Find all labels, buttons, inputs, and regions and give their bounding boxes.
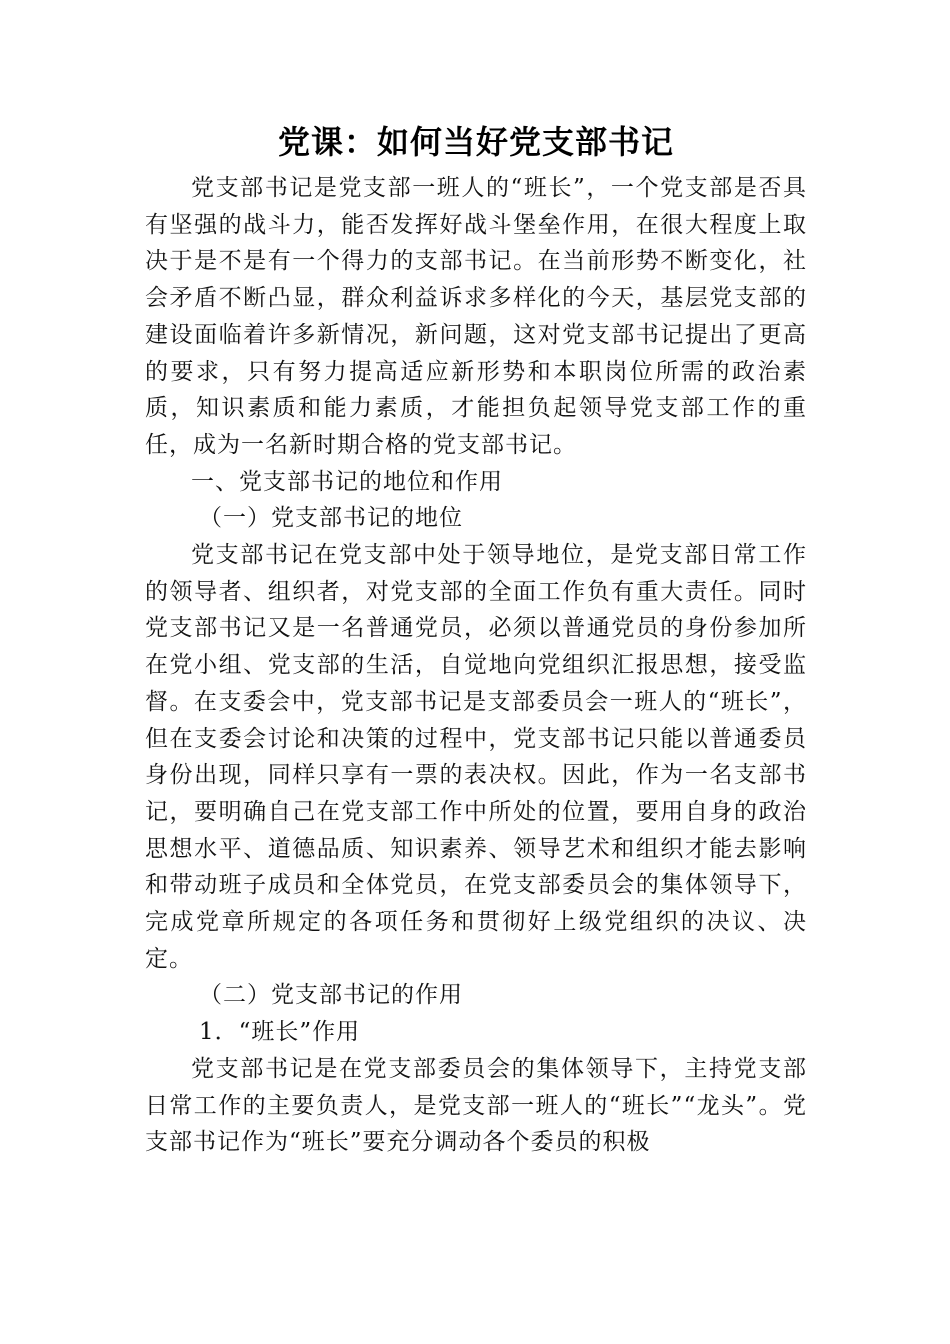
- item-heading: 1．“班长”作用: [199, 1019, 361, 1046]
- body-paragraph: 党支部书记在党支部中处于领导地位，是党支部日常工作的领导者、组织者，对党支部的全面工作负有重大责任。同时党支部书记又是一名普通党员，必须以普通党员的身份参加所在党小组、党支部的生活，自觉地向党组织汇报思想，接受监督。在支委会中，党支部书记是支部委员会一班人的“班长”，但在支委会讨论和决策的过程中，党支部书记只能以普通委员身份出现，同样只享有一票的表决权。因此，作为一名支部书记，要明确自己在党支部工作中所处的位置，要用自身的政治思想水平、道德品质、知识素养、领导艺术和组织才能去影响和带动班子成员和全体党员，在党支部委员会的集体领导下，完成党章所规定的各项任务和贯彻好上级党组织的决议、决定。: [145, 542, 807, 972]
- document-body: [145, 120, 807, 1161]
- body-paragraph: 党支部书记是在党支部委员会的集体领导下，主持党支部日常工作的主要负责人，是党支部一班人的“班长”“龙头”。党支部书记作为“班长”要充分调动各个委员的积极: [145, 1055, 807, 1156]
- intro-paragraph: 党支部书记是党支部一班人的“班长”，一个党支部是否具有坚强的战斗力，能否发挥好战斗堡垒作用，在很大程度上取决于是不是有一个得力的支部书记。在当前形势不断变化，社会矛盾不断凸显，群众利益诉求多样化的今天，基层党支部的建设面临着许多新情况，新问题，这对党支部书记提出了更高的要求，只有努力提高适应新形势和本职岗位所需的政治素质，知识素质和能力素质，才能担负起领导党支部工作的重任，成为一名新时期合格的党支部书记。: [145, 175, 807, 458]
- document-title: 党课：如何当好党支部书记: [277, 123, 674, 161]
- section-heading: 一、党支部书记的地位和作用: [191, 468, 503, 495]
- subsection-heading: （一）党支部书记的地位: [199, 505, 463, 532]
- subsection-heading: （二）党支部书记的作用: [199, 982, 463, 1009]
